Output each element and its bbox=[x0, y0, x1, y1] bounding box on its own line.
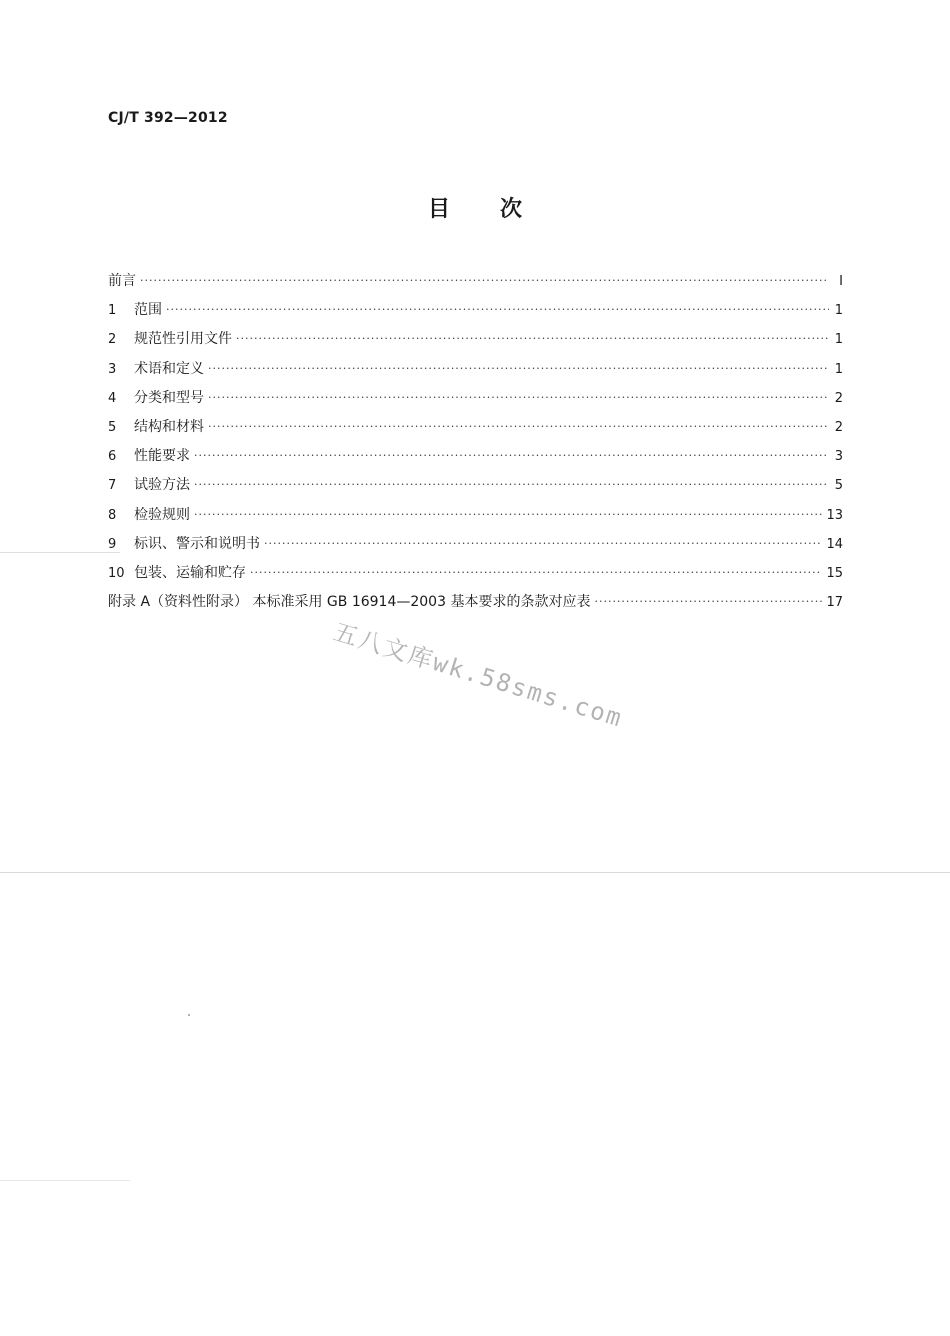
toc-entry-number: 1 bbox=[108, 303, 117, 319]
toc-entry-annex-a[interactable] bbox=[108, 591, 843, 620]
scan-speck bbox=[188, 1014, 190, 1016]
toc-entry-5[interactable] bbox=[108, 416, 843, 445]
leader-dots bbox=[594, 595, 822, 608]
toc-entry-page: 1 bbox=[834, 361, 843, 377]
toc-entry-label: 试验方法 bbox=[134, 477, 190, 494]
toc-entry-4[interactable] bbox=[108, 387, 843, 416]
toc-entry-label: 标识、警示和说明书 bbox=[134, 535, 260, 552]
toc-entry-number: 8 bbox=[108, 507, 117, 523]
toc-entry-number: 3 bbox=[108, 361, 117, 377]
leader-dots bbox=[250, 566, 822, 579]
leader-dots bbox=[208, 362, 829, 375]
toc-entry-number: 4 bbox=[108, 390, 117, 406]
page-title: 目次 bbox=[427, 197, 572, 222]
toc-entry-number: 2 bbox=[108, 332, 117, 348]
toc-entry-page: 15 bbox=[826, 565, 843, 581]
toc-entry-page: 3 bbox=[834, 449, 843, 465]
toc-entry-label: 包装、运输和贮存 bbox=[134, 564, 246, 581]
toc-entry-page: 17 bbox=[826, 595, 843, 611]
toc-entry-page: 1 bbox=[834, 332, 843, 348]
toc-entry-9[interactable] bbox=[108, 533, 843, 562]
scan-artifact-line bbox=[0, 872, 950, 873]
toc-entry-label: 术语和定义 bbox=[134, 360, 204, 377]
leader-dots bbox=[194, 508, 822, 521]
toc-entry-label: 范围 bbox=[134, 302, 162, 319]
toc-entry-8[interactable] bbox=[108, 504, 843, 533]
toc-entry-label: 前言 bbox=[108, 273, 136, 289]
toc-entry-number: 10 bbox=[108, 565, 125, 581]
toc-entry-page: 2 bbox=[834, 390, 843, 406]
toc-entry-number: 6 bbox=[108, 449, 117, 465]
toc-entry-2[interactable] bbox=[108, 328, 843, 357]
scan-artifact-line bbox=[0, 552, 120, 553]
table-of-contents bbox=[108, 270, 843, 620]
toc-entry-page: 13 bbox=[826, 507, 843, 523]
toc-entry-label: 结构和材料 bbox=[134, 418, 204, 435]
toc-entry-1[interactable] bbox=[108, 299, 843, 328]
leader-dots bbox=[208, 420, 829, 433]
toc-entry-10[interactable] bbox=[108, 562, 843, 591]
toc-entry-page: Ⅰ bbox=[839, 274, 843, 289]
toc-entry-number: 7 bbox=[108, 478, 117, 494]
toc-entry-label: 检验规则 bbox=[134, 506, 190, 523]
toc-entry-page: 14 bbox=[826, 536, 843, 552]
toc-entry-label: 性能要求 bbox=[134, 448, 190, 465]
toc-entry-6[interactable] bbox=[108, 445, 843, 474]
toc-entry-7[interactable] bbox=[108, 474, 843, 503]
toc-entry-foreword[interactable] bbox=[108, 270, 843, 299]
leader-dots bbox=[166, 303, 829, 316]
leader-dots bbox=[208, 391, 829, 404]
toc-entry-page: 1 bbox=[834, 303, 843, 319]
toc-entry-page: 2 bbox=[834, 419, 843, 435]
toc-entry-number: 5 bbox=[108, 419, 117, 435]
leader-dots bbox=[264, 537, 822, 550]
leader-dots bbox=[140, 274, 829, 287]
toc-entry-number: 9 bbox=[108, 536, 117, 552]
leader-dots bbox=[194, 478, 829, 491]
toc-entry-label: 规范性引用文件 bbox=[134, 331, 232, 348]
toc-entry-3[interactable] bbox=[108, 358, 843, 387]
standard-code: CJ/T 392—2012 bbox=[108, 110, 228, 126]
leader-dots bbox=[236, 332, 829, 345]
watermark: 五八文库wk.58sms.com bbox=[330, 617, 627, 733]
scan-artifact-line bbox=[0, 1180, 130, 1181]
toc-entry-label: 分类和型号 bbox=[134, 389, 204, 406]
leader-dots bbox=[194, 449, 829, 462]
toc-entry-page: 5 bbox=[834, 478, 843, 494]
toc-entry-label: 附录 A（资料性附录） 本标准采用 GB 16914—2003 基本要求的条款对应表 bbox=[108, 594, 591, 611]
